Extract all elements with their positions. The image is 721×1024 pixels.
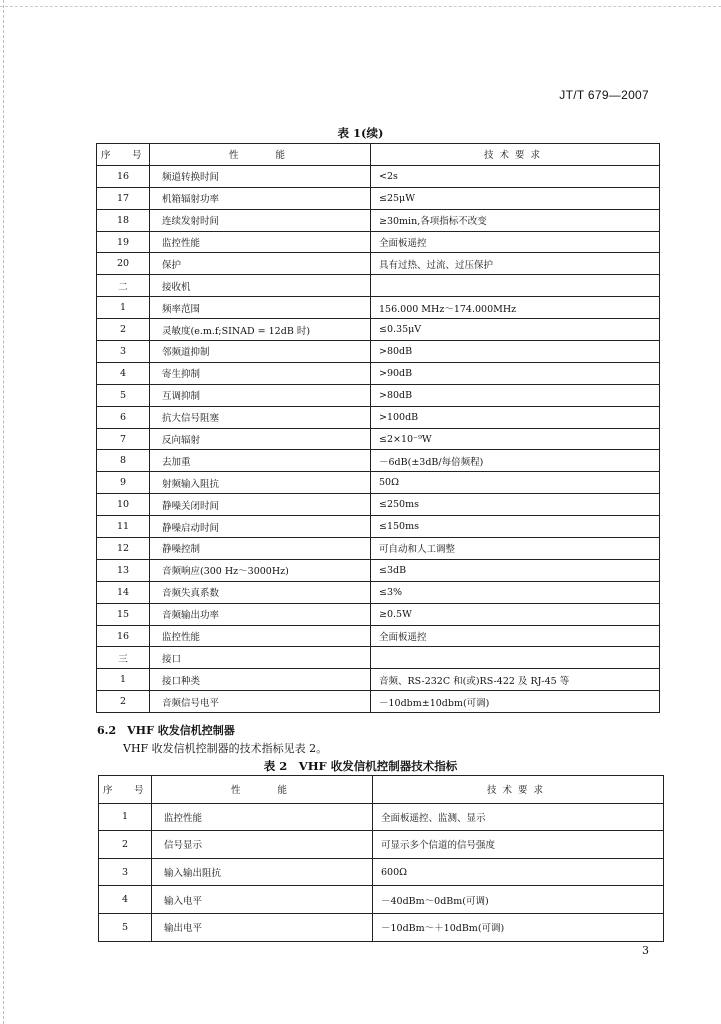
row-number: 5 bbox=[99, 913, 152, 941]
standard-code: JT/T 679—2007 bbox=[559, 88, 649, 102]
table-row bbox=[97, 297, 660, 319]
row-performance: 连续发射时间 bbox=[150, 209, 371, 231]
table1 bbox=[96, 143, 660, 713]
row-number: 16 bbox=[97, 165, 150, 187]
table-row bbox=[99, 803, 664, 831]
row-requirement: 156.000 MHz～174.000MHz bbox=[371, 297, 660, 319]
table-row bbox=[97, 275, 660, 297]
row-number: 4 bbox=[97, 362, 150, 384]
row-performance: 音频响应(300 Hz～3000Hz) bbox=[150, 559, 371, 581]
row-performance: 输入输出阻抗 bbox=[152, 858, 373, 886]
row-requirement: 50Ω bbox=[371, 472, 660, 494]
row-requirement: 音频、RS-232C 和(或)RS-422 及 RJ-45 等 bbox=[371, 669, 660, 691]
row-requirement: ≤0.35μV bbox=[371, 319, 660, 341]
table-row bbox=[97, 472, 660, 494]
row-performance: 静噪启动时间 bbox=[150, 516, 371, 538]
section-heading: 6.2 VHF 收发信机控制器 bbox=[97, 724, 235, 737]
table-row bbox=[97, 516, 660, 538]
row-performance: 频道转换时间 bbox=[150, 165, 371, 187]
row-requirement: －10dbm±10dbm(可调) bbox=[371, 691, 660, 713]
row-requirement: 600Ω bbox=[373, 858, 664, 886]
row-number: 13 bbox=[97, 559, 150, 581]
row-performance: 射频输入阻抗 bbox=[150, 472, 371, 494]
row-number: 19 bbox=[97, 231, 150, 253]
row-number: 8 bbox=[97, 450, 150, 472]
column-header-performance: 性 能 bbox=[150, 144, 371, 166]
table-row bbox=[97, 625, 660, 647]
row-requirement: －6dB(±3dB/每倍频程) bbox=[371, 450, 660, 472]
table-row bbox=[97, 384, 660, 406]
row-performance: 输出电平 bbox=[152, 913, 373, 941]
row-requirement: ≤250ms bbox=[371, 494, 660, 516]
binding-margin-marks bbox=[3, 0, 6, 1024]
row-performance: 去加重 bbox=[150, 450, 371, 472]
section-text: VHF 收发信机控制器的技术指标见表 2。 bbox=[123, 742, 328, 755]
row-performance: 信号显示 bbox=[152, 831, 373, 859]
row-performance: 灵敏度(e.m.f;SINAD = 12dB 时) bbox=[150, 319, 371, 341]
row-requirement: ≤3dB bbox=[371, 559, 660, 581]
table-row bbox=[99, 831, 664, 859]
row-requirement: >80dB bbox=[371, 384, 660, 406]
row-number: 二 bbox=[97, 275, 150, 297]
row-number: 4 bbox=[99, 886, 152, 914]
row-number: 12 bbox=[97, 538, 150, 560]
table-row bbox=[99, 913, 664, 941]
row-performance: 邻频道抑制 bbox=[150, 341, 371, 363]
row-number: 5 bbox=[97, 384, 150, 406]
table-row bbox=[97, 231, 660, 253]
row-performance: 监控性能 bbox=[150, 231, 371, 253]
table-row bbox=[97, 691, 660, 713]
table-row bbox=[99, 858, 664, 886]
row-performance: 寄生抑制 bbox=[150, 362, 371, 384]
table-row bbox=[99, 886, 664, 914]
row-requirement: 可显示多个信道的信号强度 bbox=[373, 831, 664, 859]
row-performance: 抗大信号阻塞 bbox=[150, 406, 371, 428]
table2 bbox=[98, 775, 664, 942]
row-requirement: －40dBm～0dBm(可调) bbox=[373, 886, 664, 914]
table1-caption: 表 1(续) bbox=[337, 126, 384, 140]
scan-edge-marks bbox=[0, 6, 721, 8]
row-performance: 静噪控制 bbox=[150, 538, 371, 560]
row-number: 1 bbox=[97, 669, 150, 691]
row-requirement: <2s bbox=[371, 165, 660, 187]
table-row bbox=[97, 647, 660, 669]
row-performance: 音频输出功率 bbox=[150, 603, 371, 625]
row-number: 17 bbox=[97, 187, 150, 209]
table-row bbox=[97, 341, 660, 363]
table1-body bbox=[97, 165, 660, 712]
table-row bbox=[97, 165, 660, 187]
row-requirement: ≤150ms bbox=[371, 516, 660, 538]
table-row bbox=[97, 253, 660, 275]
table-row bbox=[97, 187, 660, 209]
row-requirement: 全面板遥控 bbox=[371, 625, 660, 647]
page-number: 3 bbox=[642, 944, 649, 957]
table-row bbox=[97, 428, 660, 450]
row-requirement: >100dB bbox=[371, 406, 660, 428]
table-row bbox=[97, 450, 660, 472]
row-number: 2 bbox=[97, 691, 150, 713]
row-number: 15 bbox=[97, 603, 150, 625]
row-performance: 互调抑制 bbox=[150, 384, 371, 406]
column-header-no: 序 号 bbox=[99, 776, 152, 804]
table-row bbox=[97, 494, 660, 516]
row-performance: 输入电平 bbox=[152, 886, 373, 914]
row-number: 2 bbox=[97, 319, 150, 341]
row-requirement: >90dB bbox=[371, 362, 660, 384]
row-requirement: 具有过热、过流、过压保护 bbox=[371, 253, 660, 275]
column-header-performance: 性 能 bbox=[152, 776, 373, 804]
row-performance: 音频信号电平 bbox=[150, 691, 371, 713]
row-number: 9 bbox=[97, 472, 150, 494]
row-performance: 接收机 bbox=[150, 275, 371, 297]
row-number: 14 bbox=[97, 581, 150, 603]
row-performance: 频率范围 bbox=[150, 297, 371, 319]
row-performance: 接口 bbox=[150, 647, 371, 669]
table2-body bbox=[99, 803, 664, 941]
row-performance: 反向辐射 bbox=[150, 428, 371, 450]
row-performance: 监控性能 bbox=[152, 803, 373, 831]
row-number: 1 bbox=[99, 803, 152, 831]
table-row bbox=[97, 603, 660, 625]
row-requirement: >80dB bbox=[371, 341, 660, 363]
table-row bbox=[97, 406, 660, 428]
row-performance: 机箱辐射功率 bbox=[150, 187, 371, 209]
row-requirement: 全面板遥控、监测、显示 bbox=[373, 803, 664, 831]
row-performance: 接口种类 bbox=[150, 669, 371, 691]
column-header-no: 序 号 bbox=[97, 144, 150, 166]
row-number: 三 bbox=[97, 647, 150, 669]
row-requirement bbox=[371, 275, 660, 297]
row-number: 3 bbox=[97, 341, 150, 363]
table-row bbox=[97, 538, 660, 560]
column-header-requirement: 技术要求 bbox=[373, 776, 664, 804]
row-requirement: ≤2×10⁻⁹W bbox=[371, 428, 660, 450]
row-number: 2 bbox=[99, 831, 152, 859]
row-number: 3 bbox=[99, 858, 152, 886]
row-requirement: ≥30min,各项指标不改变 bbox=[371, 209, 660, 231]
row-requirement: ≥0.5W bbox=[371, 603, 660, 625]
row-number: 1 bbox=[97, 297, 150, 319]
row-requirement: 可自动和人工调整 bbox=[371, 538, 660, 560]
row-number: 18 bbox=[97, 209, 150, 231]
row-requirement: ≤25μW bbox=[371, 187, 660, 209]
row-number: 11 bbox=[97, 516, 150, 538]
table2-caption: 表 2 VHF 收发信机控制器技术指标 bbox=[263, 759, 458, 773]
row-performance: 静噪关闭时间 bbox=[150, 494, 371, 516]
row-performance: 保护 bbox=[150, 253, 371, 275]
row-performance: 音频失真系数 bbox=[150, 581, 371, 603]
row-number: 20 bbox=[97, 253, 150, 275]
row-requirement: ≤3% bbox=[371, 581, 660, 603]
row-requirement: －10dBm～＋10dBm(可调) bbox=[373, 913, 664, 941]
row-requirement: 全面板遥控 bbox=[371, 231, 660, 253]
table-row bbox=[97, 319, 660, 341]
row-number: 7 bbox=[97, 428, 150, 450]
table1-header-row bbox=[97, 144, 660, 166]
row-requirement bbox=[371, 647, 660, 669]
row-performance: 监控性能 bbox=[150, 625, 371, 647]
row-number: 10 bbox=[97, 494, 150, 516]
table-row bbox=[97, 669, 660, 691]
column-header-requirement: 技术要求 bbox=[371, 144, 660, 166]
table2-header-row bbox=[99, 776, 664, 804]
table-row bbox=[97, 209, 660, 231]
row-number: 6 bbox=[97, 406, 150, 428]
table-row bbox=[97, 559, 660, 581]
row-number: 16 bbox=[97, 625, 150, 647]
table-row bbox=[97, 362, 660, 384]
table-row bbox=[97, 581, 660, 603]
